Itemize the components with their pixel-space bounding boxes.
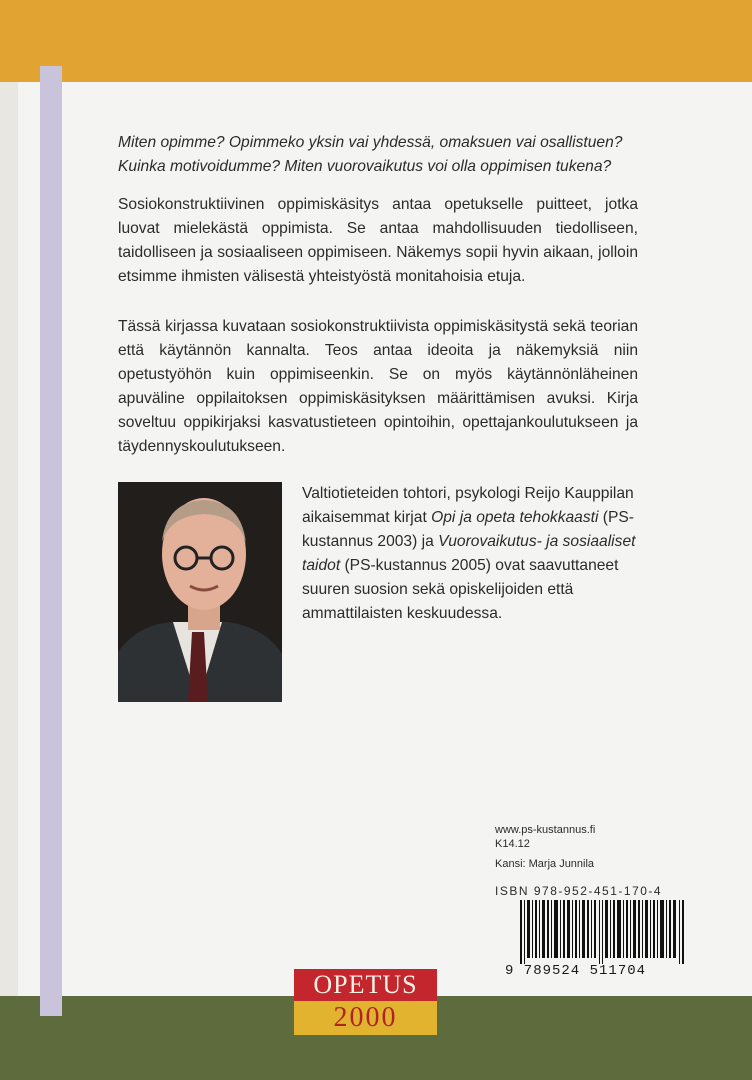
cover-credit: Kansi: Marja Junnila xyxy=(495,858,595,870)
intro-line-1: Miten opimme? Opimmeko yksin vai yhdessä, omaksuen vai osallistuen? xyxy=(118,134,623,151)
barcode-icon xyxy=(520,900,686,964)
publisher-info xyxy=(495,823,595,871)
description-paragraph-1 xyxy=(118,193,638,289)
description-paragraph-2 xyxy=(118,315,638,459)
author-bio-part-3: (PS-kustannus 2005) ovat saavuttaneet suuren suosion sekä opiskelijoiden että ammattilaisten keskuudessa. xyxy=(302,557,619,622)
side-accent-bar xyxy=(40,66,62,1016)
author-photo xyxy=(118,482,282,702)
author-bio-part-2: (PS-kustannus 2003) ja xyxy=(302,509,634,550)
intro-line-2: Kuinka motivoidumme? Miten vuorovaikutus voi olla oppimisen tukena? xyxy=(118,158,612,175)
intro-questions xyxy=(118,131,638,179)
logo-top-text: OPETUS xyxy=(294,969,437,1001)
publisher-website: www.ps-kustannus.fi xyxy=(495,824,596,836)
author-bio-part-1: Valtiotieteiden tohtori, psykologi Reijo Kauppilan aikaisemmat kirjat xyxy=(302,485,634,526)
opetus-2000-logo xyxy=(294,969,437,1035)
logo-bottom-text: 2000 xyxy=(294,1001,437,1035)
isbn-text: ISBN 978-952-451-170-4 xyxy=(495,884,663,898)
author-book-2: Vuorovaikutus- ja sosiaaliset taidot xyxy=(302,533,636,574)
paragraph-2-text: Tässä kirjassa kuvataan sosiokonstruktiivista oppimiskäsitystä sekä teorian että käytännön kannalta. Teos antaa ideoita ja näkemyksiä niin opetustyöhön kuin oppimiseenkin. Se on myös käytännönläheinen apuväline oppilaitoksen oppimiskäsityksen määrittämisen avuksi. Kirja soveltuu oppikirjaksi kasvatustieteen opintoihin, opettajankoulutukseen ja täydennyskoulutukseen. xyxy=(118,318,638,455)
author-book-1: Opi ja opeta tehokkaasti xyxy=(431,509,599,526)
author-bio-text xyxy=(302,482,638,626)
classification-code: K14.12 xyxy=(495,838,530,850)
top-color-band xyxy=(0,0,752,82)
paragraph-1-text: Sosiokonstruktiivinen oppimiskäsitys antaa opetukselle puitteet, jotka luovat mielekästä oppimista. Se antaa mahdollisuuden tiedolliseen, taidolliseen ja sosiaaliseen oppimiseen. Näkemys sopii hyvin aikaan, jolloin etsimme ihmisten välisestä yhteistyöstä monitahoisia etuja. xyxy=(118,196,638,285)
author-bio xyxy=(302,482,638,626)
barcode-digits: 9 789524 511704 xyxy=(505,963,647,979)
